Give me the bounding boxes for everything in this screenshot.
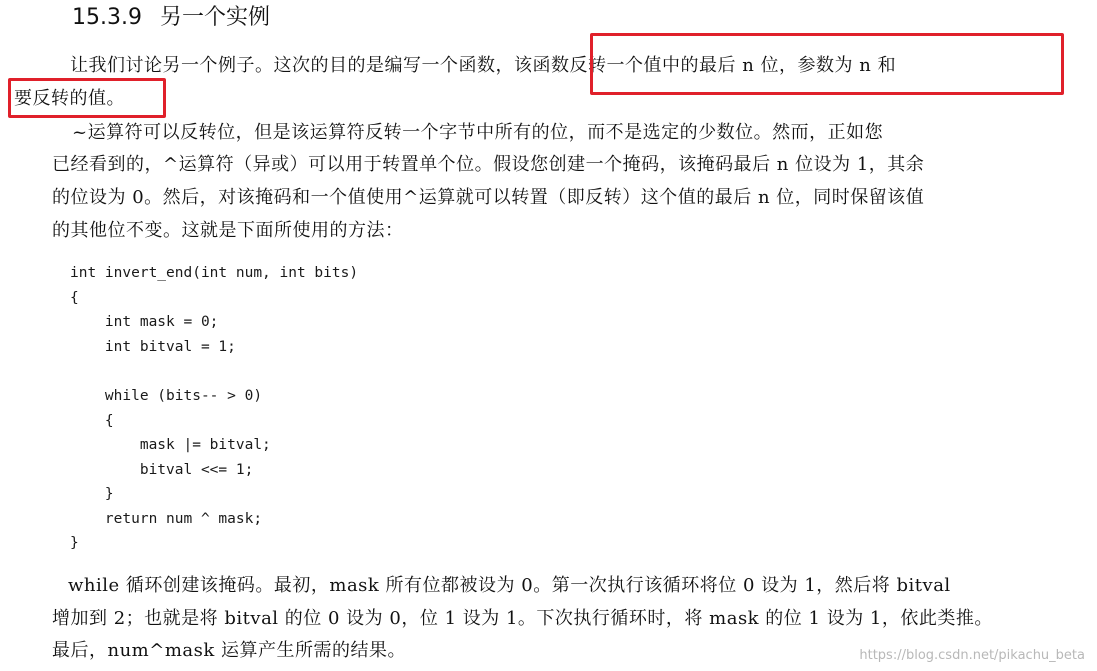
code-line: bitval <<= 1; [70, 462, 254, 478]
watermark: https://blog.csdn.net/pikachu_beta [859, 648, 1085, 663]
paragraph3-line-2: 增加到 2；也就是将 bitval 的位 0 设为 0，位 1 设为 1。下次执行循环时，将 mask 的位 1 设为 1，依此类推。 [52, 608, 993, 629]
highlight-box-bottom [8, 78, 166, 118]
section-number: 15.3.9 [72, 5, 142, 30]
paragraph2-line-4: 的其他位不变。这就是下面所使用的方法： [52, 220, 404, 241]
code-line: } [70, 535, 79, 551]
intro-line-1-highlight: 该函数反转一个值中的最后 n 位，参数为 n 和 [514, 55, 897, 76]
paragraph3-line-1: while 循环创建该掩码。最初，mask 所有位都被设为 0。第一次执行该循环将位 0 设为 1，然后将 bitval [68, 575, 951, 596]
paragraph2-line-3: 的位设为 0。然后，对该掩码和一个值使用^运算就可以转置（即反转）这个值的最后 n 位，同时保留该值 [52, 187, 925, 208]
intro-line-2: 要反转的值。 [14, 88, 125, 109]
paragraph3-line-3: 最后，num^mask 运算产生所需的结果。 [52, 640, 407, 661]
section-heading [72, 4, 270, 32]
code-line: while (bits-- > 0) [70, 388, 263, 404]
paragraph2-line-1: ~运算符可以反转位，但是该运算符反转一个字节中所有的位，而不是选定的少数位。然而，正如您 [72, 122, 884, 143]
paragraph2-line-2: 已经看到的，^运算符（异或）可以用于转置单个位。假设您创建一个掩码，该掩码最后 n 位设为 1，其余 [52, 154, 925, 175]
code-line: { [70, 413, 114, 429]
intro-line-1-start: 让我们讨论另一个例子。这次的目的是编写一个函数， [70, 55, 514, 76]
code-line: { [70, 290, 79, 306]
code-line: int mask = 0; [70, 314, 219, 330]
code-line: int invert_end(int num, int bits) [70, 265, 359, 281]
section-title: 另一个实例 [159, 5, 270, 30]
code-line: mask |= bitval; [70, 437, 271, 453]
code-line: return num ^ mask; [70, 511, 263, 527]
code-line: } [70, 486, 114, 502]
code-line: int bitval = 1; [70, 339, 236, 355]
highlight-box-top [590, 33, 1064, 95]
